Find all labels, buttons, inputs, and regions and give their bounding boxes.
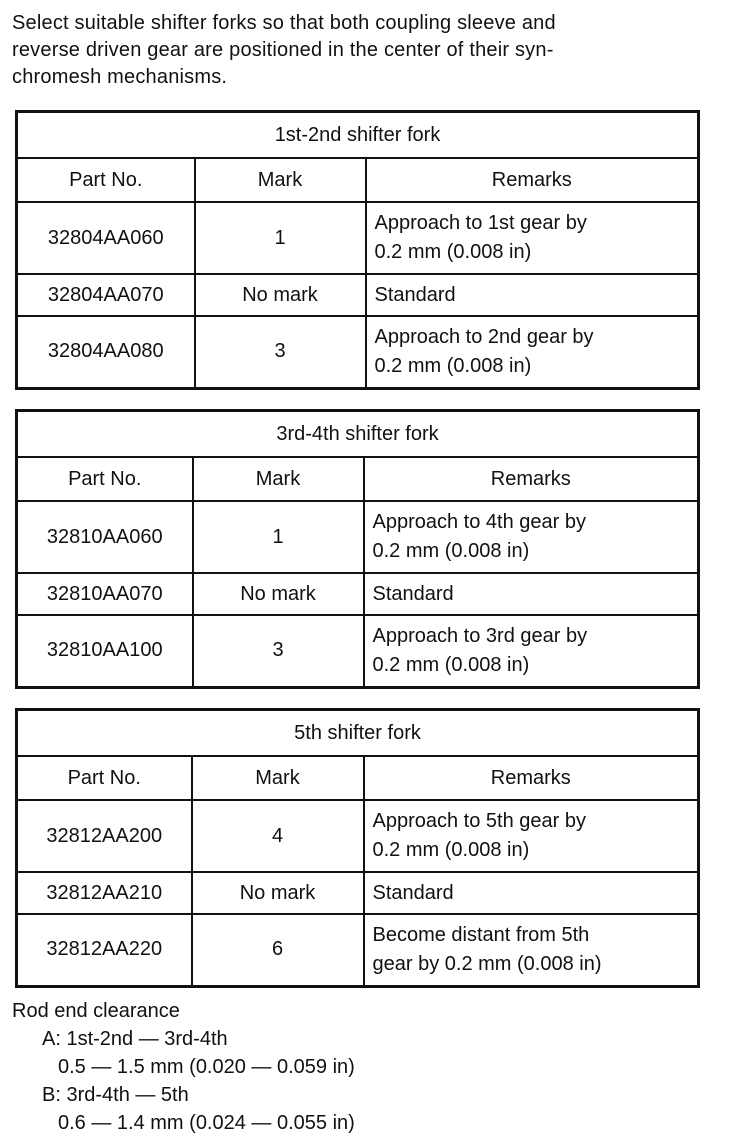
table-title: 1st-2nd shifter fork (17, 112, 699, 159)
table-row (17, 316, 699, 388)
remarks-line: Standard (372, 582, 454, 605)
remarks-line: 0.2 mm (0.008 in) (372, 839, 530, 861)
remarks-line: Approach to 5th gear by (372, 810, 586, 832)
part-number: 32810AA070 (17, 573, 193, 615)
part-number: 32810AA060 (17, 501, 193, 573)
intro-line: reverse driven gear are positioned in the center of their syn- (12, 39, 554, 61)
remarks (366, 202, 699, 274)
part-number: 32812AA210 (17, 872, 192, 914)
column-header-mark: Mark (192, 756, 364, 800)
mark-value: 3 (193, 615, 364, 687)
column-header-mark: Mark (193, 457, 364, 501)
remarks-line: 0.2 mm (0.008 in) (372, 540, 530, 562)
intro-paragraph (12, 10, 712, 91)
remarks (364, 615, 699, 687)
column-header-remarks: Remarks (366, 158, 699, 202)
column-header-mark: Mark (195, 158, 366, 202)
table-row (17, 914, 699, 986)
table-row (17, 501, 699, 573)
mark-value: 1 (195, 202, 366, 274)
table-row (17, 800, 699, 872)
remarks-line: 0.2 mm (0.008 in) (374, 241, 532, 263)
remarks-line: Standard (372, 881, 454, 904)
table-row (17, 202, 699, 274)
clearance-title: Rod end clearance (12, 1000, 180, 1022)
rod-end-clearance (12, 997, 355, 1137)
remarks (366, 316, 699, 388)
remarks-line: Approach to 3rd gear by (372, 624, 588, 647)
column-header-part-no: Part No. (17, 457, 193, 501)
clearance-b-value: 0.6 — 1.4 mm (0.024 — 0.055 in) (58, 1112, 355, 1134)
clearance-a-value: 0.5 — 1.5 mm (0.020 — 0.059 in) (58, 1056, 355, 1078)
table-row (17, 573, 699, 615)
remarks (364, 872, 699, 914)
table-title: 3rd-4th shifter fork (17, 411, 699, 458)
mark-value: No mark (192, 872, 364, 914)
clearance-a-label: A: 1st-2nd — 3rd-4th (42, 1028, 228, 1050)
shifter-fork-table-1st-2nd (15, 110, 700, 390)
remarks-line: Approach to 4th gear by (372, 511, 586, 533)
intro-line: Select suitable shifter forks so that both coupling sleeve and (12, 12, 556, 34)
table-row (17, 615, 699, 687)
table-row (17, 872, 699, 914)
intro-line: chromesh mechanisms. (12, 66, 228, 88)
mark-value: 1 (193, 501, 364, 573)
part-number: 32804AA060 (17, 202, 195, 274)
clearance-b-label: B: 3rd-4th — 5th (42, 1084, 189, 1106)
mark-value: No mark (193, 573, 364, 615)
mark-value: No mark (195, 274, 366, 316)
remarks (364, 501, 699, 573)
part-number: 32812AA220 (17, 914, 192, 986)
part-number: 32804AA070 (17, 274, 195, 316)
column-header-part-no: Part No. (17, 756, 192, 800)
part-number: 32812AA200 (17, 800, 192, 872)
remarks (364, 800, 699, 872)
remarks-line: gear by 0.2 mm (0.008 in) (372, 952, 602, 975)
remarks-line: Standard (374, 283, 456, 306)
table-row (17, 274, 699, 316)
part-number: 32804AA080 (17, 316, 195, 388)
mark-value: 3 (195, 316, 366, 388)
remarks-line: Approach to 2nd gear by (374, 325, 594, 348)
column-header-remarks: Remarks (364, 457, 699, 501)
remarks (364, 573, 699, 615)
shifter-fork-table-5th (15, 708, 700, 988)
mark-value: 6 (192, 914, 364, 986)
shifter-fork-table-3rd-4th (15, 409, 700, 689)
column-header-part-no: Part No. (17, 158, 195, 202)
table-title: 5th shifter fork (17, 710, 699, 757)
mark-value: 4 (192, 800, 364, 872)
remarks-line: Become distant from 5th (372, 923, 590, 946)
column-header-remarks: Remarks (364, 756, 699, 800)
remarks (364, 914, 699, 986)
remarks-line: Approach to 1st gear by (374, 212, 587, 234)
remarks-line: 0.2 mm (0.008 in) (374, 354, 532, 377)
remarks-line: 0.2 mm (0.008 in) (372, 653, 530, 676)
part-number: 32810AA100 (17, 615, 193, 687)
remarks (366, 274, 699, 316)
